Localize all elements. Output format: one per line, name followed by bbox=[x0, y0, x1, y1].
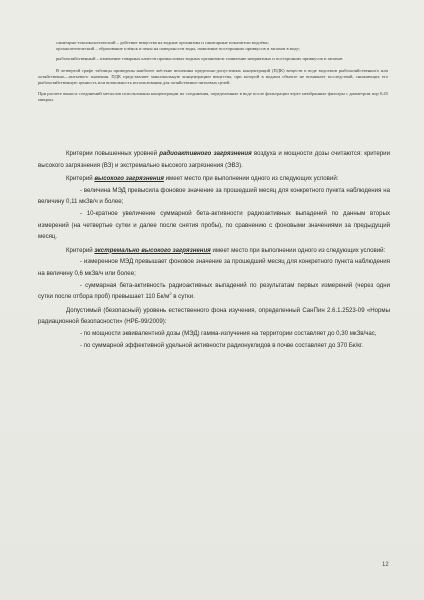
page-number: 12 bbox=[382, 562, 389, 568]
criteria-intro: Критерии повышенных уровней радиоактивного загрязнения воздуха и мощности дозы считаются: критерии высокого загрязнения (ВЗ) и экстремально высокого загрязнения (ЭВЗ). bbox=[38, 150, 390, 169]
main-text-block bbox=[38, 148, 390, 351]
extreme-pollution-condition-2: - суммарная бета-активность радиоактивных выпадений по результатам первых измерений (через одни сутки после отбора проб) превышает 110 $Бк/м^2$ в сутки. bbox=[38, 281, 390, 301]
extreme-pollution-heading: Критерий экстремально высокого загрязнения имеет место при выполнении одного из следующих условий: bbox=[66, 246, 386, 254]
safe-level-soil-activity: - по суммарной эффективной удельной активности радионуклидов в почве составляет до 370 Бк/кг. bbox=[80, 341, 364, 349]
high-pollution-condition-2: - 10-кратное увеличение суммарной бета-активности радиоактивных выпадений по данным вторых измерений (на четвертые сутки и далее после снятия пробы), по сравнению с фоновыми значениями за предыдущий месяц. bbox=[38, 209, 390, 241]
fine-print-sanitary: санитарно-токсикологический – действие вещества на водные организмы и санитарные показатели водоёма; bbox=[56, 40, 269, 45]
extreme-pollution-condition-1: - измеренное МЭД превышает фоновое значение за прошедший месяц для конкретного пункта наблюдения на величину 0,6 мкЗв/ч или более; bbox=[38, 258, 390, 277]
safe-level-dose-rate: - по мощности эквивалентной дозы (МЭД) гамма-излучения на территории составляет до 0,30 мкЗв/час, bbox=[80, 329, 377, 337]
high-pollution-condition-1: - величина МЭД превысила фоновое значение за прошедший месяц для конкретного пункта наблюдения на величину 0,11 мкЗв/ч и более; bbox=[38, 186, 390, 206]
fine-print-filtration: При расчете выноса соединений металлов использованы концентрации их соединения, определенные в воде после фильтрации через мембранные фильтры с диаметром пор 0,45 микрон. bbox=[38, 90, 388, 103]
fine-print-pdk: В четвертой графе таблицы приведены наиболее жёсткие величины предельно-допустимых концентраций (ПДК) веществ в воде водоемов рыбохозяйственного или хозяйственно—питьевого значения. ПДК представляет максимальную концентрацию вещества, при которой в водном объекте не возникает последствий, снижающих его рыбохозяйственную ценность или возможность использования для хозяйственно-питьевых целей. bbox=[38, 67, 388, 86]
fine-print-fishery: рыбохозяйственный – изменение товарных качеств промысловых водных организмов: появление неприятных и посторонних привкусов и запахов bbox=[56, 55, 343, 61]
high-pollution-heading: Критерий высокого загрязнения имеет место при выполнении одного из следующих условий: bbox=[66, 175, 339, 183]
fine-print-block bbox=[38, 40, 388, 103]
safe-level-intro: Допустимый (безопасный) уровень естественного фона изучения, определенный СанПин 2.6.1.2523-09 «Нормы радиационной безопасности» (НРБ-99/2009): bbox=[38, 306, 390, 326]
fine-print-organoleptic: органолептический – образование плёнок и пены на поверхности воды, появление посторонних привкусов и запахов в воде; bbox=[56, 46, 300, 52]
